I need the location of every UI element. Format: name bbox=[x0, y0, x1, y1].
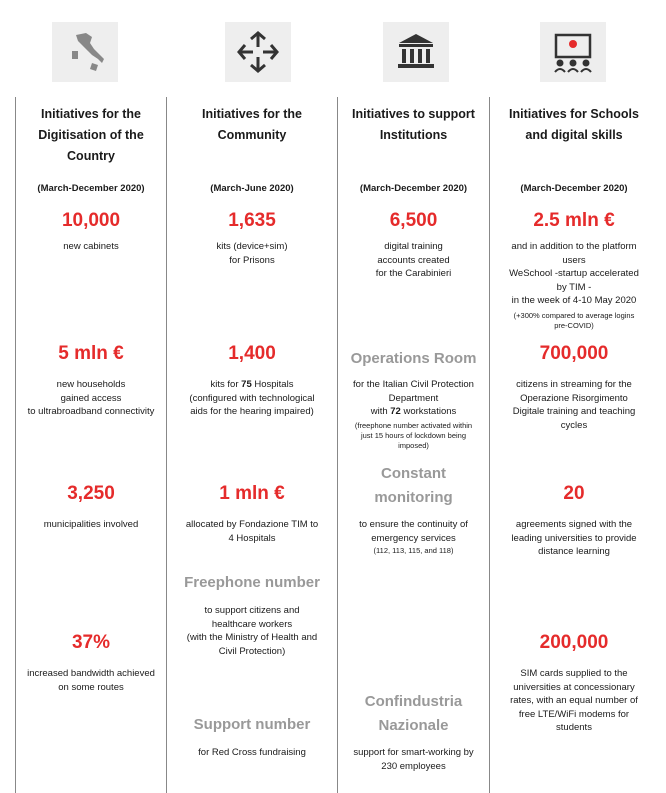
stat-description: new cabinets bbox=[63, 241, 119, 252]
stat-description: new households gained access to ultrabroadband connectivity bbox=[27, 379, 155, 417]
stat-description: increased bandwidth achieved on some routes bbox=[27, 668, 155, 693]
stat-note: (112, 113, 115, and 118) bbox=[373, 546, 454, 555]
stat-value: 6,500 bbox=[389, 210, 438, 231]
column-period: (March-June 2020) bbox=[210, 183, 294, 194]
stat-note: (+300% compared to average logins pre-COVID) bbox=[513, 311, 635, 330]
stat-value: 2.5 mln € bbox=[533, 210, 615, 231]
italy-map-icon bbox=[52, 22, 118, 82]
stat-description: kits (device+sim) for Prisons bbox=[216, 241, 288, 266]
stat-value: 700,000 bbox=[539, 343, 609, 364]
stat-description: citizens in streaming for the Operazione Risorgimento Digitale training and teaching cycles bbox=[512, 379, 636, 431]
initiative-label: Support number bbox=[193, 716, 311, 733]
column-title: Initiatives for the Digitisation of the Country bbox=[38, 107, 144, 163]
stat-note: (freephone number activated within just 15 hours of lockdown being imposed) bbox=[354, 421, 473, 450]
community-hands-icon bbox=[225, 22, 291, 82]
stat-value: 1,400 bbox=[228, 343, 276, 364]
stat-description: SIM cards supplied to the universities at concessionary rates, with an equal number of free LTE/WiFi modems for students bbox=[510, 668, 638, 733]
stat-description: kits for 75 Hospitals (configured with technological aids for the hearing impaired) bbox=[189, 379, 315, 417]
stat-value: 1,635 bbox=[228, 210, 276, 231]
stat-value: 200,000 bbox=[539, 632, 609, 653]
stat-description: municipalities involved bbox=[43, 519, 139, 530]
stat-value: 20 bbox=[563, 483, 585, 504]
stat-description: for Red Cross fundraising bbox=[198, 747, 306, 758]
stat-description: and in addition to the platform users WeSchool -startup accelerated by TIM - in the week of 4-10 May 2020 bbox=[509, 241, 639, 306]
initiative-label: Constant monitoring bbox=[374, 465, 453, 506]
stat-description: allocated by Fondazione TIM to 4 Hospitals bbox=[185, 519, 319, 544]
stat-description: support for smart-working by 230 employees bbox=[353, 747, 474, 772]
column-title: Initiatives for the Community bbox=[201, 107, 303, 142]
stat-description: digital training accounts created for the Carabinieri bbox=[375, 241, 452, 279]
institution-building-icon bbox=[383, 22, 449, 82]
column-period: (March-December 2020) bbox=[359, 183, 468, 194]
initiative-label: Freephone number bbox=[184, 574, 320, 591]
stat-description: for the Italian Civil Protection Department with 72 workstations bbox=[353, 379, 474, 417]
stat-description: agreements signed with the leading universities to provide distance learning bbox=[511, 519, 637, 557]
stat-value: 1 mln € bbox=[219, 483, 285, 504]
stat-description: to ensure the continuity of emergency services bbox=[359, 519, 468, 544]
column-title: Initiatives for Schools and digital skills bbox=[509, 107, 639, 142]
column-divider bbox=[166, 97, 167, 793]
column-title: Initiatives to support Institutions bbox=[352, 107, 475, 142]
column-period: (March-December 2020) bbox=[520, 183, 628, 194]
stat-description: to support citizens and healthcare workers (with the Ministry of Health and Civil Protection) bbox=[186, 605, 318, 657]
stat-value: 37% bbox=[71, 632, 111, 653]
school-training-icon bbox=[540, 22, 606, 82]
initiative-label: Confindustria Nazionale bbox=[364, 693, 463, 734]
stat-value: 5 mln € bbox=[58, 343, 124, 364]
stat-value: 3,250 bbox=[67, 483, 115, 504]
stat-value: 10,000 bbox=[61, 210, 121, 231]
initiative-label: Operations Room bbox=[350, 350, 477, 367]
column-period: (March-December 2020) bbox=[37, 183, 145, 194]
